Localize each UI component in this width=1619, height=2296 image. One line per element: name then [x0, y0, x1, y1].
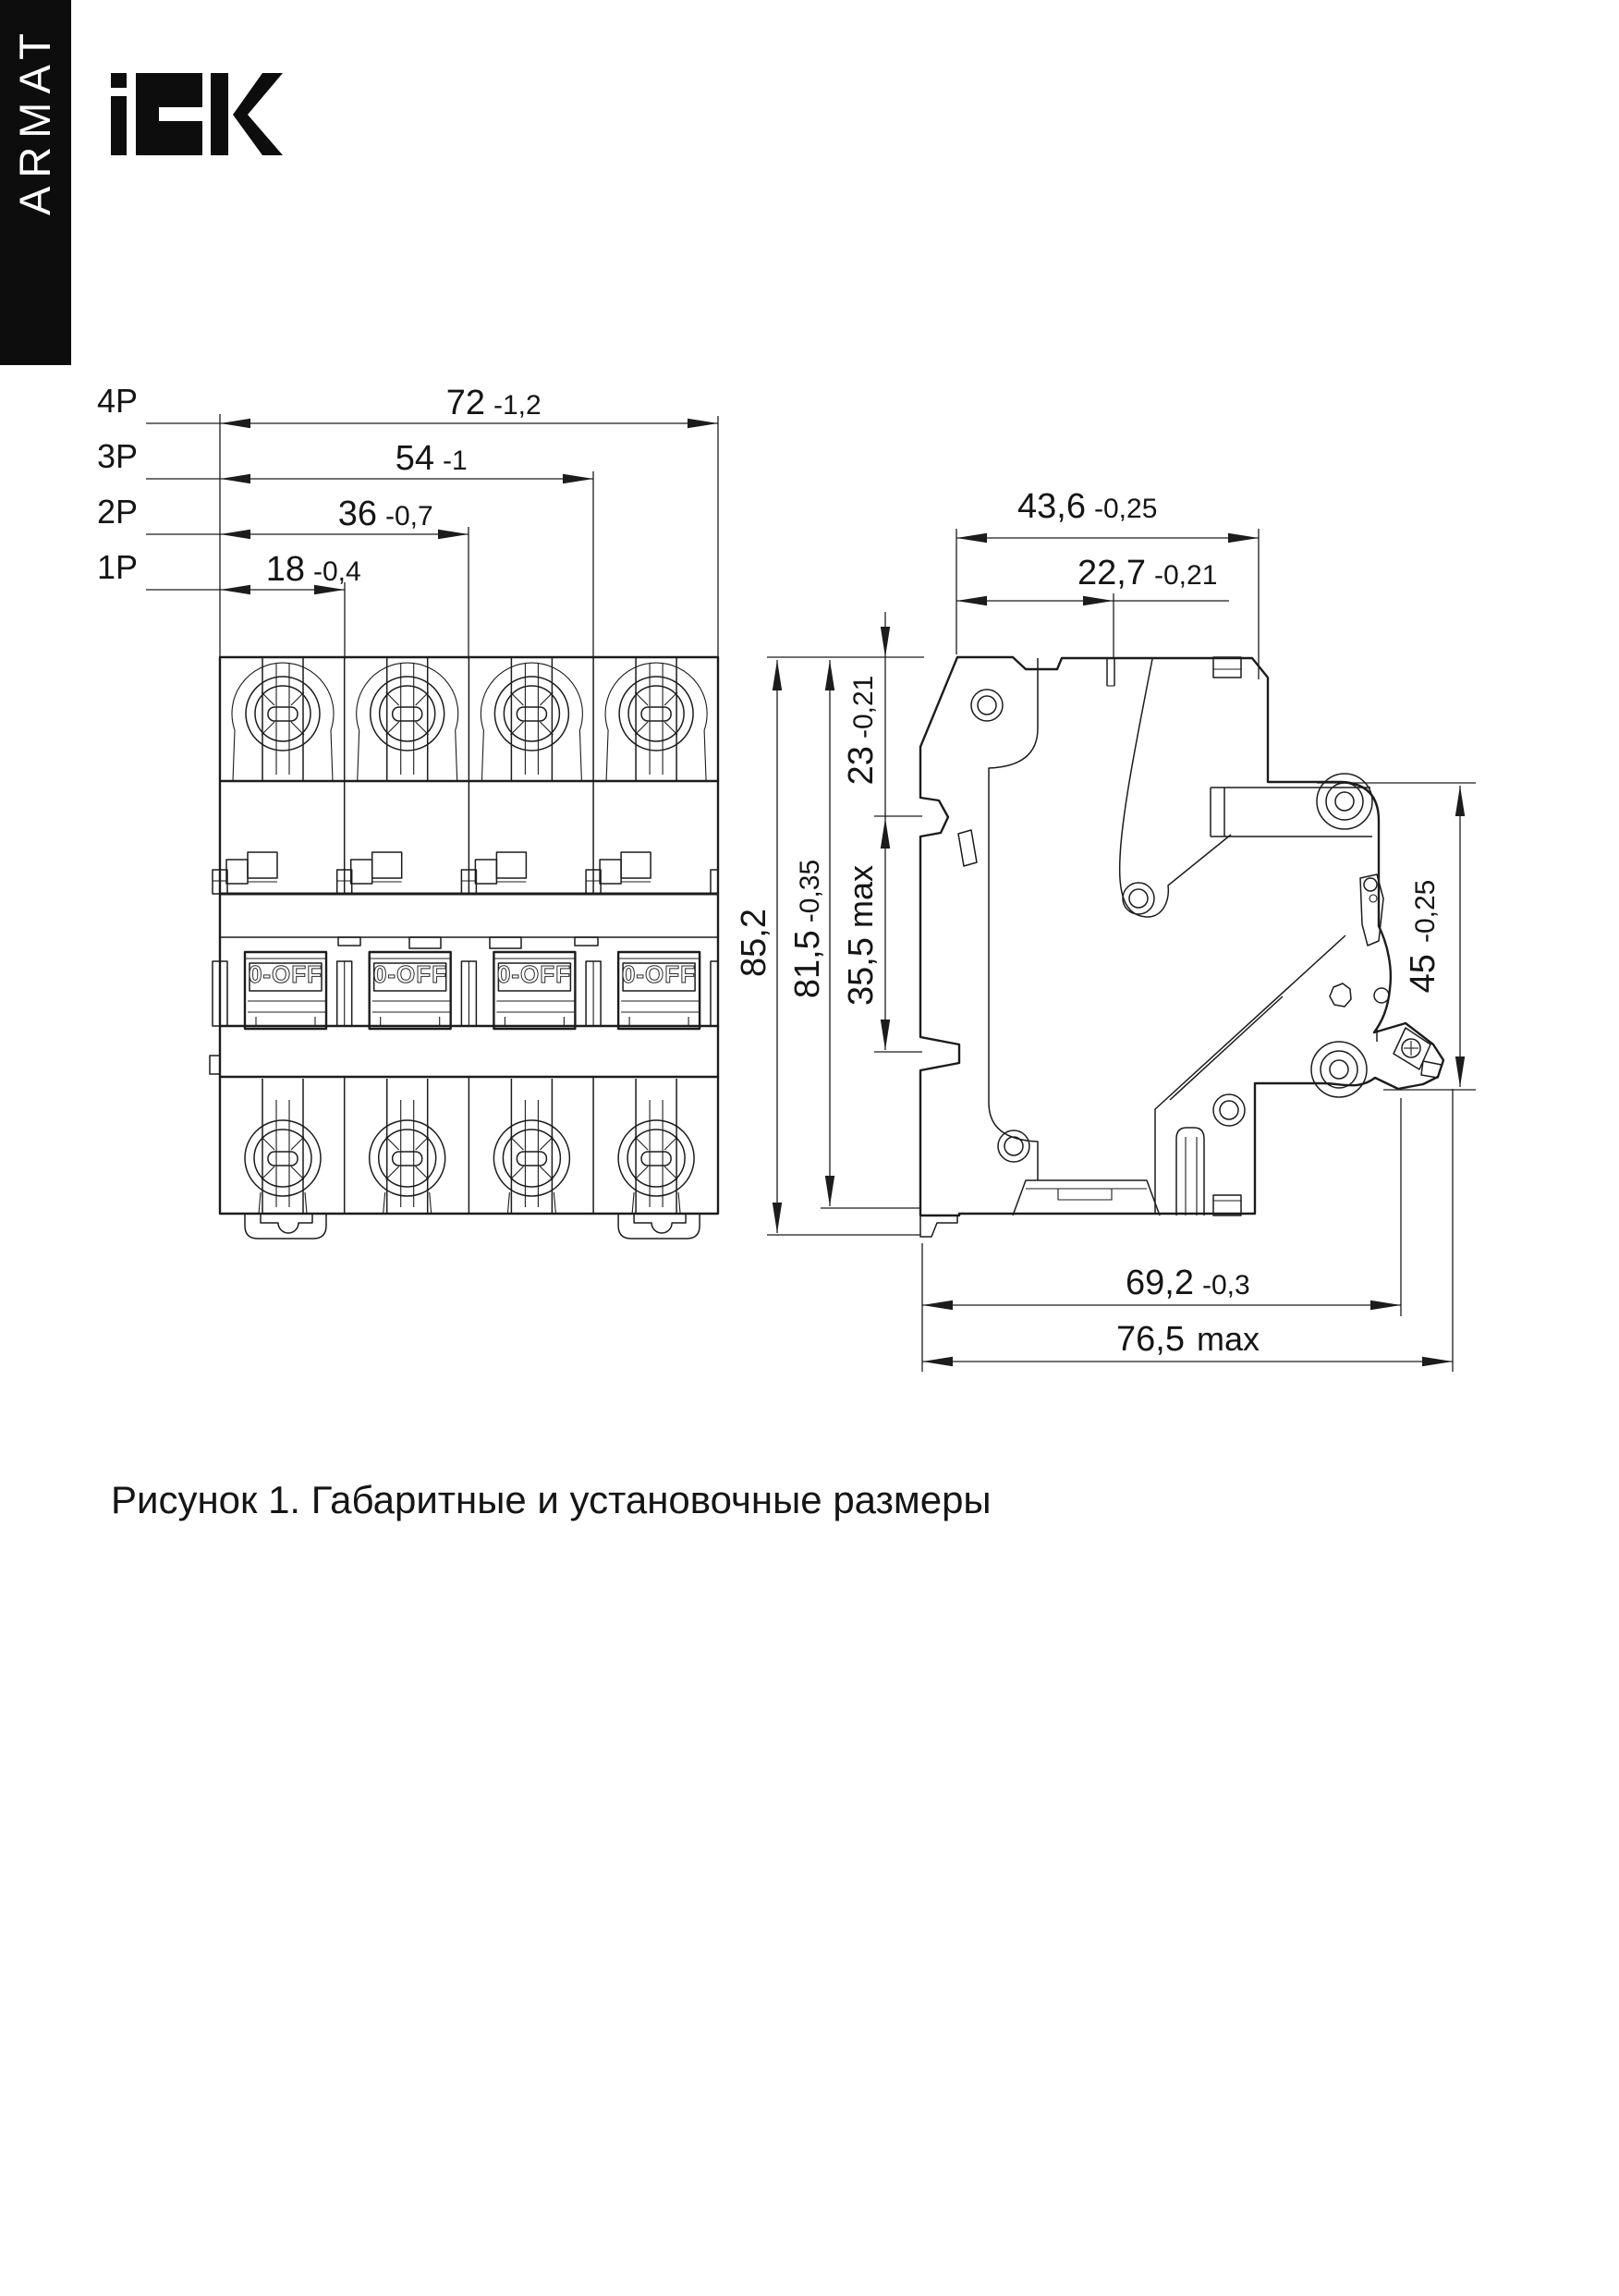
dim-clip-tol: -0,21 [848, 675, 879, 739]
dim-1p [97, 548, 361, 594]
toggle-label-pole3: 0-OFF [496, 960, 572, 988]
front-view [210, 657, 718, 1239]
dim-body-height [788, 660, 834, 1206]
dim-2p [97, 493, 469, 539]
dim-din-value: 35,5 [842, 937, 881, 1006]
dim-face-value: 45 [1404, 954, 1442, 994]
front-view-dimensions [97, 382, 718, 659]
svg-text:35,5max [842, 865, 881, 1006]
dim-max-depth [922, 1320, 1453, 1366]
dim-depth-value: 69,2 [1126, 1264, 1194, 1302]
dim-face [1404, 786, 1465, 1087]
dim-3p [97, 437, 593, 483]
dim-upper-width-tol: -0,21 [1154, 560, 1218, 591]
dim-upper-width [956, 554, 1229, 605]
dim-4p-pole: 4P [97, 382, 139, 420]
dim-clip [842, 612, 890, 1050]
svg-text:45-0,25 [1404, 880, 1442, 994]
dim-3p-pole: 3P [97, 437, 139, 475]
side-view-dimensions [735, 487, 1476, 1372]
dim-1p-pole: 1P [97, 548, 139, 586]
dim-4p-tol: -1,2 [493, 390, 542, 421]
dim-face-tol: -0,25 [1410, 879, 1441, 944]
dim-height [735, 660, 782, 1233]
dim-width [956, 487, 1259, 543]
dim-upper-width-value: 22,7 [1077, 554, 1146, 592]
toggle-label-pole1: 0-OFF [248, 960, 323, 988]
dim-max-depth-tol: max [1197, 1320, 1260, 1358]
dim-width-value: 43,6 [1017, 487, 1086, 526]
svg-text:23-0,21 [842, 676, 881, 786]
dim-body-height-value: 81,5 [788, 930, 827, 999]
dim-1p-tol: -0,4 [313, 556, 361, 587]
brand-header [0, 0, 283, 365]
dim-depth-tol: -0,3 [1202, 1270, 1250, 1301]
dim-max-depth-value: 76,5 [1116, 1320, 1185, 1359]
dim-width-tol: -0,25 [1094, 494, 1158, 524]
iek-logo-icon [111, 73, 283, 155]
armat-vertical-label: ARMAT [10, 24, 59, 216]
side-view [920, 657, 1443, 1237]
dim-2p-pole: 2P [97, 493, 139, 531]
dim-3p-value: 54 [395, 439, 434, 478]
svg-text:81,5-0,35 [788, 860, 827, 998]
dim-clip-value: 23 [842, 746, 881, 786]
dim-body-height-tol: -0,35 [795, 859, 825, 923]
dim-height-value: 85,2 [735, 909, 773, 977]
toggle-label-pole4: 0-OFF [621, 960, 697, 988]
dim-depth [922, 1264, 1401, 1310]
toggle-label-pole2: 0-OFF [372, 960, 448, 988]
dim-2p-tol: -0,7 [385, 501, 433, 531]
dim-1p-value: 18 [265, 550, 305, 589]
dim-3p-tol: -1 [443, 446, 468, 476]
dim-4p [97, 382, 718, 428]
figure-caption: Рисунок 1. Габаритные и установочные размеры [111, 1478, 992, 1521]
dim-2p-value: 36 [337, 495, 377, 533]
dim-din-tol: max [842, 865, 880, 929]
dim-4p-value: 72 [445, 384, 485, 422]
